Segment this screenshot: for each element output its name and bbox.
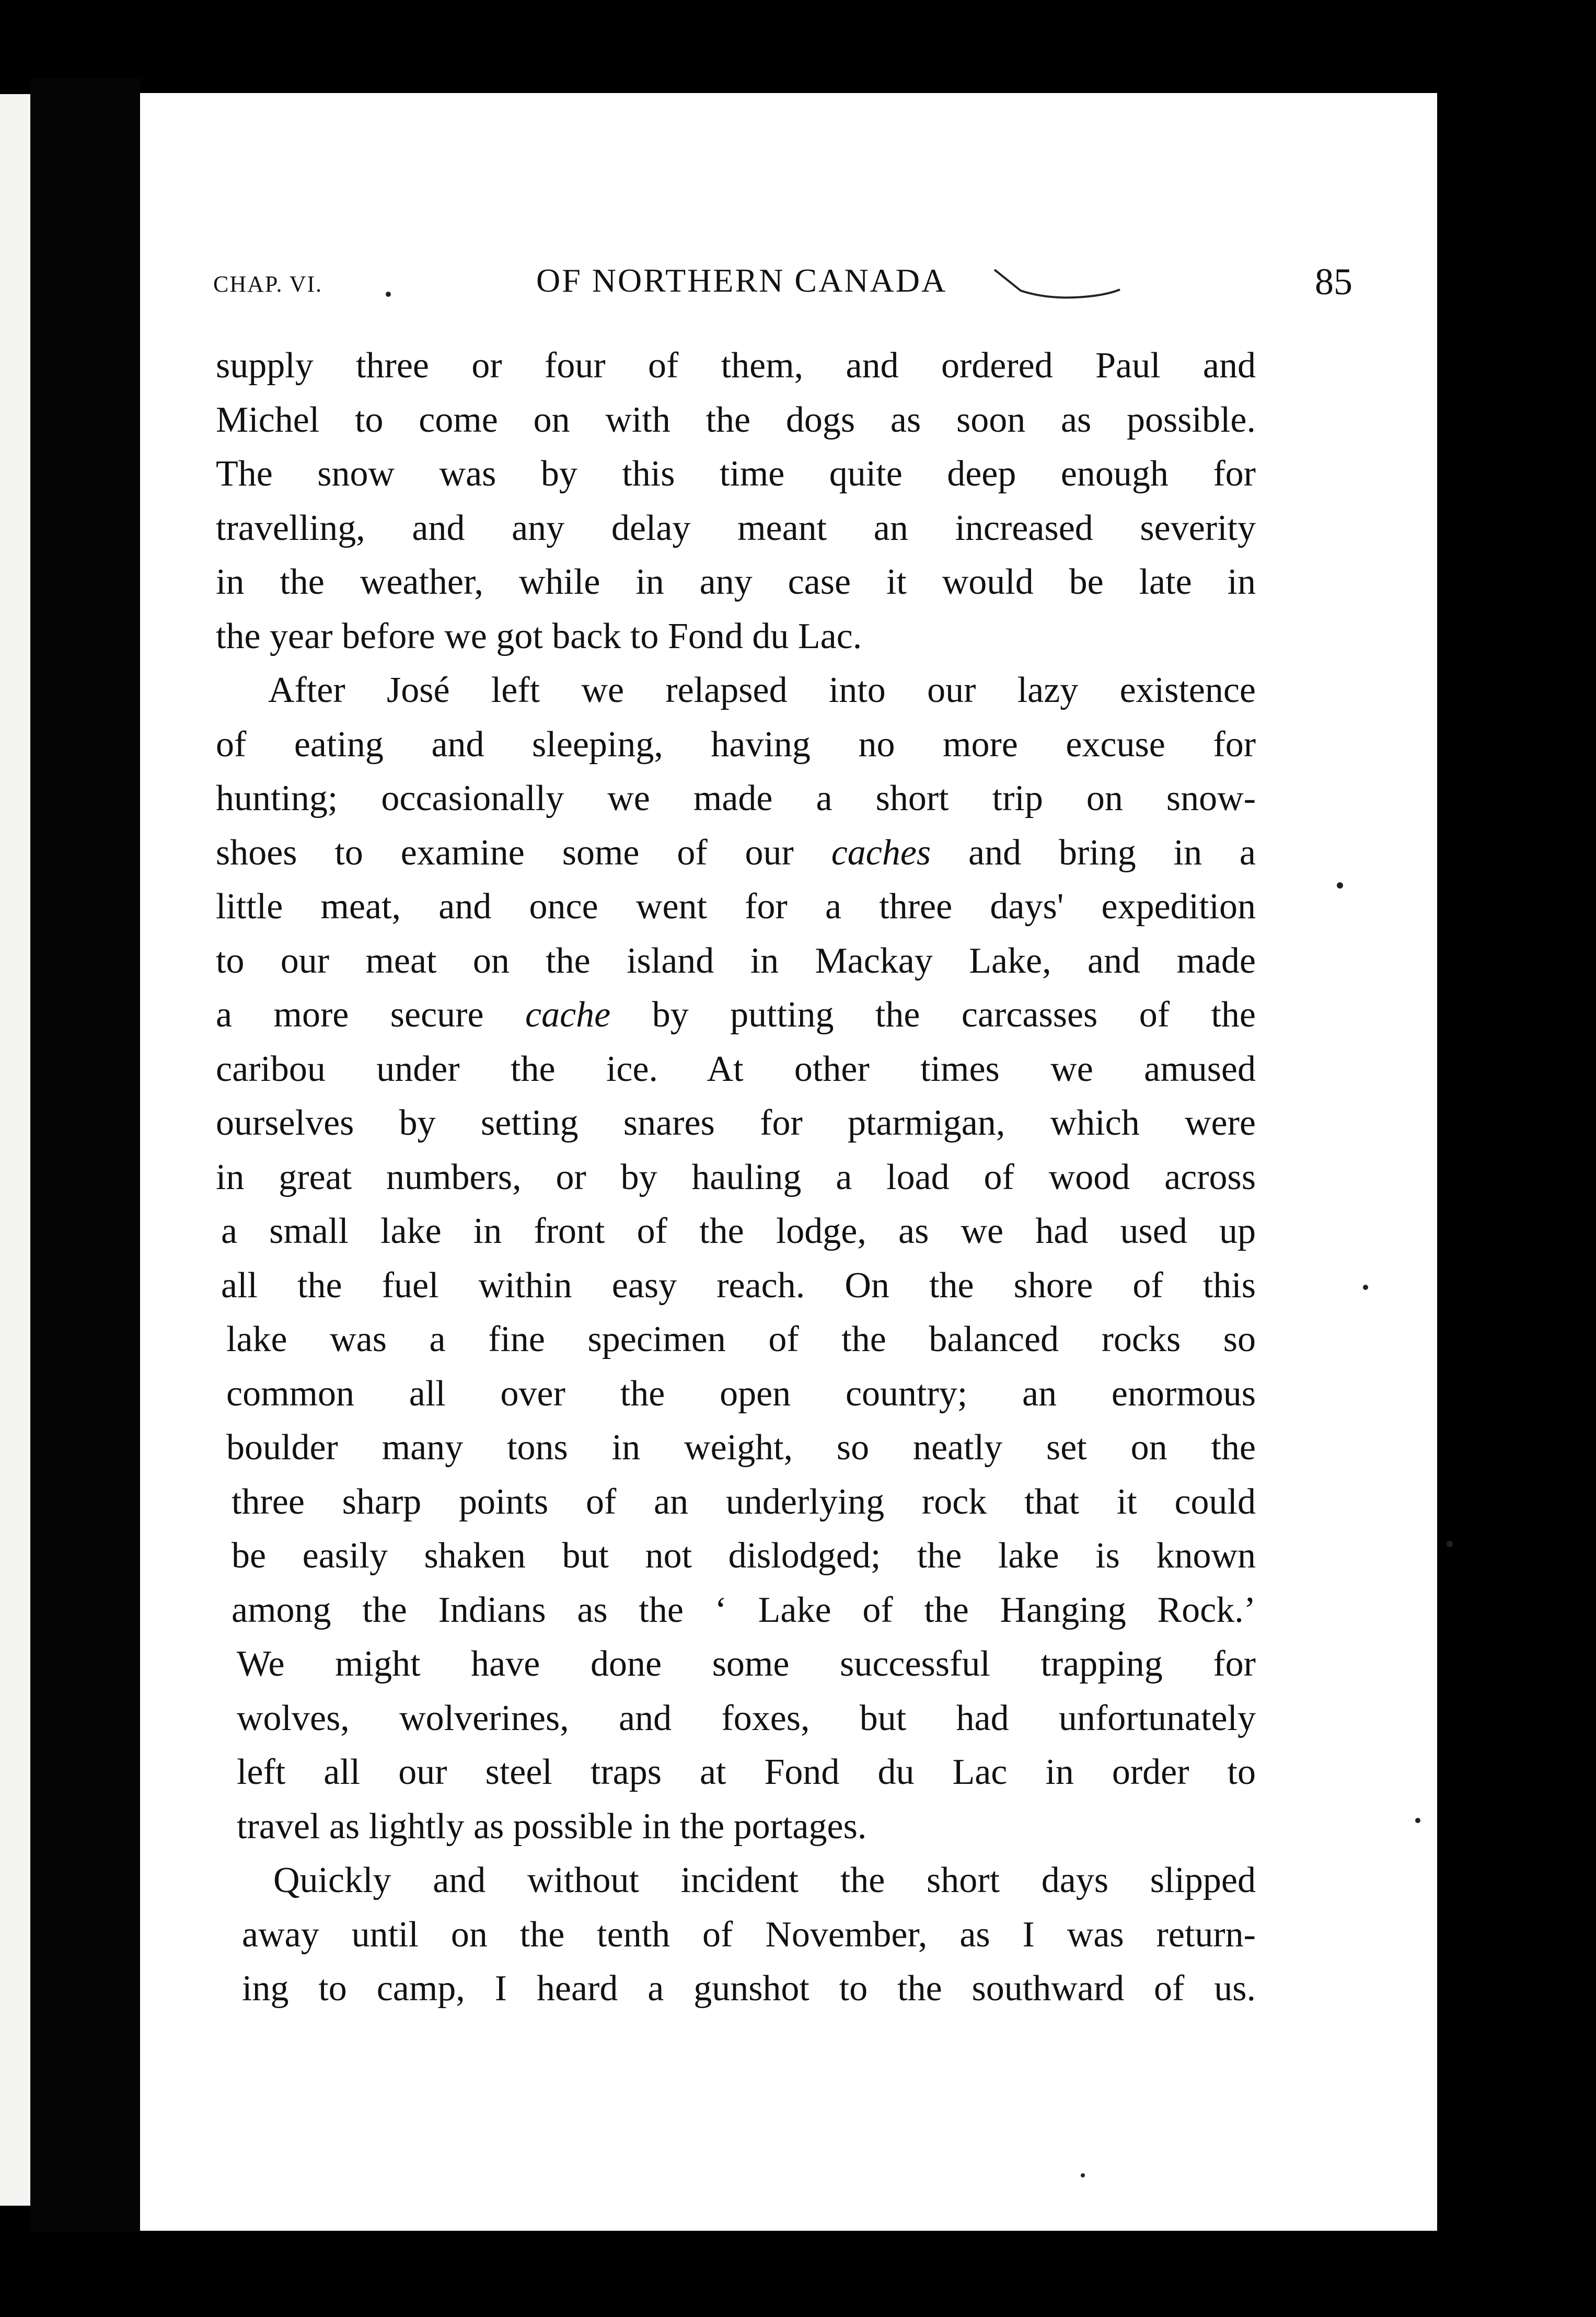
scan-speck: [1447, 1541, 1453, 1547]
text-line: travel as lightly as possible in the portages.: [237, 1806, 867, 1847]
text-line: little meat, and once went for a three days' expedition: [216, 886, 1256, 927]
scan-speck: [1081, 2173, 1085, 2177]
text-segment: by putting the carcasses of the: [652, 995, 1256, 1035]
adjacent-page-edge: [0, 94, 30, 2206]
text-line: Quickly and without incident the short days slipped: [273, 1860, 1256, 1900]
text-line: be easily shaken but not dislodged; the lake is known: [232, 1536, 1256, 1576]
text-line: travelling, and any delay meant an increased severity: [216, 508, 1256, 548]
text-line: three sharp points of an underlying rock that it could: [232, 1481, 1256, 1522]
page-bottom-shadow: [140, 2231, 1437, 2317]
text-segment: and bring in a: [968, 832, 1256, 873]
scan-speck: [386, 292, 391, 297]
text-line: wolves, wolverines, and foxes, but had unfortunately: [237, 1698, 1256, 1738]
body-text: [211, 339, 1256, 2016]
text-line: [211, 826, 1256, 880]
text-line: of eating and sleeping, having no more excuse for: [216, 724, 1256, 765]
text-line: left all our steel traps at Fond du Lac in order to: [237, 1752, 1256, 1792]
text-line: among the Indians as the ‘ Lake of the Hanging Rock.’: [232, 1589, 1256, 1630]
scan-speck: [1337, 882, 1343, 889]
pencil-annotation-mark: [989, 259, 1125, 306]
text-line: the year before we got back to Fond du Lac.: [216, 616, 862, 656]
book-page: [140, 93, 1437, 2231]
text-line: The snow was by this time quite deep enough for: [216, 454, 1256, 494]
italic-word: cache: [525, 995, 611, 1035]
text-line: Michel to come on with the dogs as soon as possible.: [216, 399, 1256, 440]
text-line: a small lake in front of the lodge, as we had used up: [221, 1211, 1256, 1251]
text-segment: a more secure: [216, 995, 484, 1035]
scan-speck: [1415, 1818, 1420, 1823]
text-line: common all over the open country; an enormous: [226, 1373, 1256, 1414]
text-line: all the fuel within easy reach. On the shore of this: [221, 1265, 1256, 1306]
text-line: boulder many tons in weight, so neatly set on the: [226, 1427, 1256, 1468]
italic-word: caches: [831, 832, 931, 873]
text-line: [211, 988, 1256, 1042]
text-line: in great numbers, or by hauling a load of wood across: [216, 1157, 1256, 1197]
text-line: ourselves by setting snares for ptarmigan, which were: [216, 1103, 1256, 1143]
text-line: supply three or four of them, and ordered Paul and: [216, 345, 1256, 386]
scan-speck: [1363, 1285, 1368, 1290]
running-title: OF NORTHERN CANADA: [536, 262, 947, 299]
text-line: We might have done some successful trapping for: [237, 1644, 1256, 1684]
text-line: lake was a fine specimen of the balanced rocks so: [226, 1319, 1256, 1359]
text-line: ing to camp, I heard a gunshot to the southward of us.: [242, 1968, 1256, 2009]
text-line: to our meat on the island in Mackay Lake, and made: [216, 940, 1256, 981]
chapter-label: CHAP. VI.: [213, 271, 323, 297]
text-line: After José left we relapsed into our lazy existence: [268, 670, 1256, 710]
book-gutter: [30, 78, 140, 2232]
page-number: 85: [1315, 261, 1352, 303]
text-line: in the weather, while in any case it would be late in: [216, 562, 1256, 602]
text-line: hunting; occasionally we made a short trip on snow-: [216, 778, 1256, 819]
running-head: [213, 259, 1352, 322]
text-line: caribou under the ice. At other times we amused: [216, 1048, 1256, 1089]
text-line: away until on the tenth of November, as I was return-: [242, 1914, 1256, 1955]
text-segment: shoes to examine some of our: [216, 832, 794, 873]
